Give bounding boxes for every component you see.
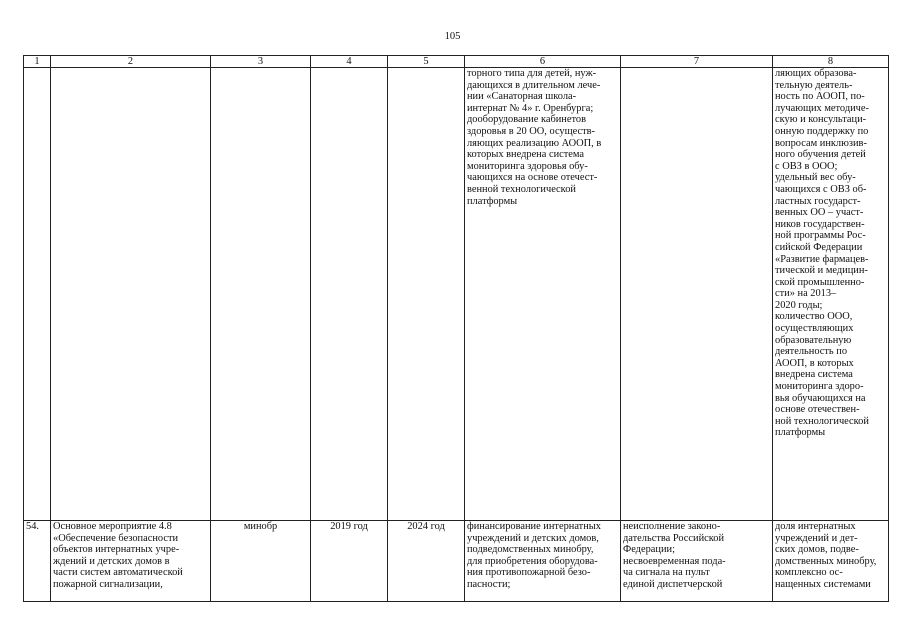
- table-cell-number: [24, 68, 51, 521]
- column-header: 6: [465, 56, 621, 68]
- table-cell-result: торного типа для детей, нуж- дающихся в длительном лече- нии «Санаторная школа- интернат № 4» г. Оренбурга; дооборудование кабинетов здоровья в 20 ОО, осуществ- ляющих реализацию АООП, в которых внедрена система мониторинга здоровья обу- чающихся на основе отечест- венной технологической платформы: [465, 68, 621, 521]
- table-row: [24, 68, 889, 521]
- table-cell-activity: Основное мероприятие 4.8 «Обеспечение безопасности объектов интернатных учре- ждений и детских домов в части систем автоматической пожарной сигнализации,: [51, 521, 211, 602]
- column-header: 2: [51, 56, 211, 68]
- table-cell-start: 2019 год: [311, 521, 388, 602]
- table-cell-executor: минобр: [211, 521, 311, 602]
- table-cell-consequences: неисполнение законо- дательства Российской Федерации; несвоевременная пода- ча сигнала на пульт единой диспетчерской: [621, 521, 773, 602]
- table-cell-end: 2024 год: [388, 521, 465, 602]
- table-row: [24, 521, 889, 602]
- page-number: 105: [444, 31, 461, 42]
- table-cell-indicators: ляющих образова- тельную деятель- ность по АООП, по- лучающих методиче- скую и консультаци- онную поддержку по вопросам инклюзив- ного обучения детей с ОВЗ в ООО; удельный вес обу- чающихся с ОВЗ об- ластных государст- венных ОО – участ- ников государствен- ной программы Рос- сийской Федерации «Развитие фармацев- тической и медицин- ской промышленно- сти» на 2013– 2020 годы; количество ООО, осуществляющих образовательную деятельность по АООП, в которых внедрена система мониторинга здоро- вья обучающихся на основе отечествен- ной технологической платформы: [773, 68, 889, 521]
- table-cell-executor: [211, 68, 311, 521]
- column-header: 3: [211, 56, 311, 68]
- table-cell-consequences: [621, 68, 773, 521]
- table-cell-activity: [51, 68, 211, 521]
- table-cell-indicators: доля интернатных учреждений и дет- ских домов, подве- домственных минобру, комплексно ос- нащенных системами: [773, 521, 889, 602]
- column-header: 1: [24, 56, 51, 68]
- column-header: 7: [621, 56, 773, 68]
- table-cell-number: 54.: [24, 521, 51, 602]
- column-header: 8: [773, 56, 889, 68]
- table-cell-end: [388, 68, 465, 521]
- table-cell-start: [311, 68, 388, 521]
- column-header: 5: [388, 56, 465, 68]
- activities-table: [23, 55, 889, 602]
- column-header: 4: [311, 56, 388, 68]
- table-cell-result: финансирование интернатных учреждений и детских домов, подведомственных минобру, для приобретения оборудова- ния противопожарной безо- пасности;: [465, 521, 621, 602]
- table-header-row: [24, 56, 889, 68]
